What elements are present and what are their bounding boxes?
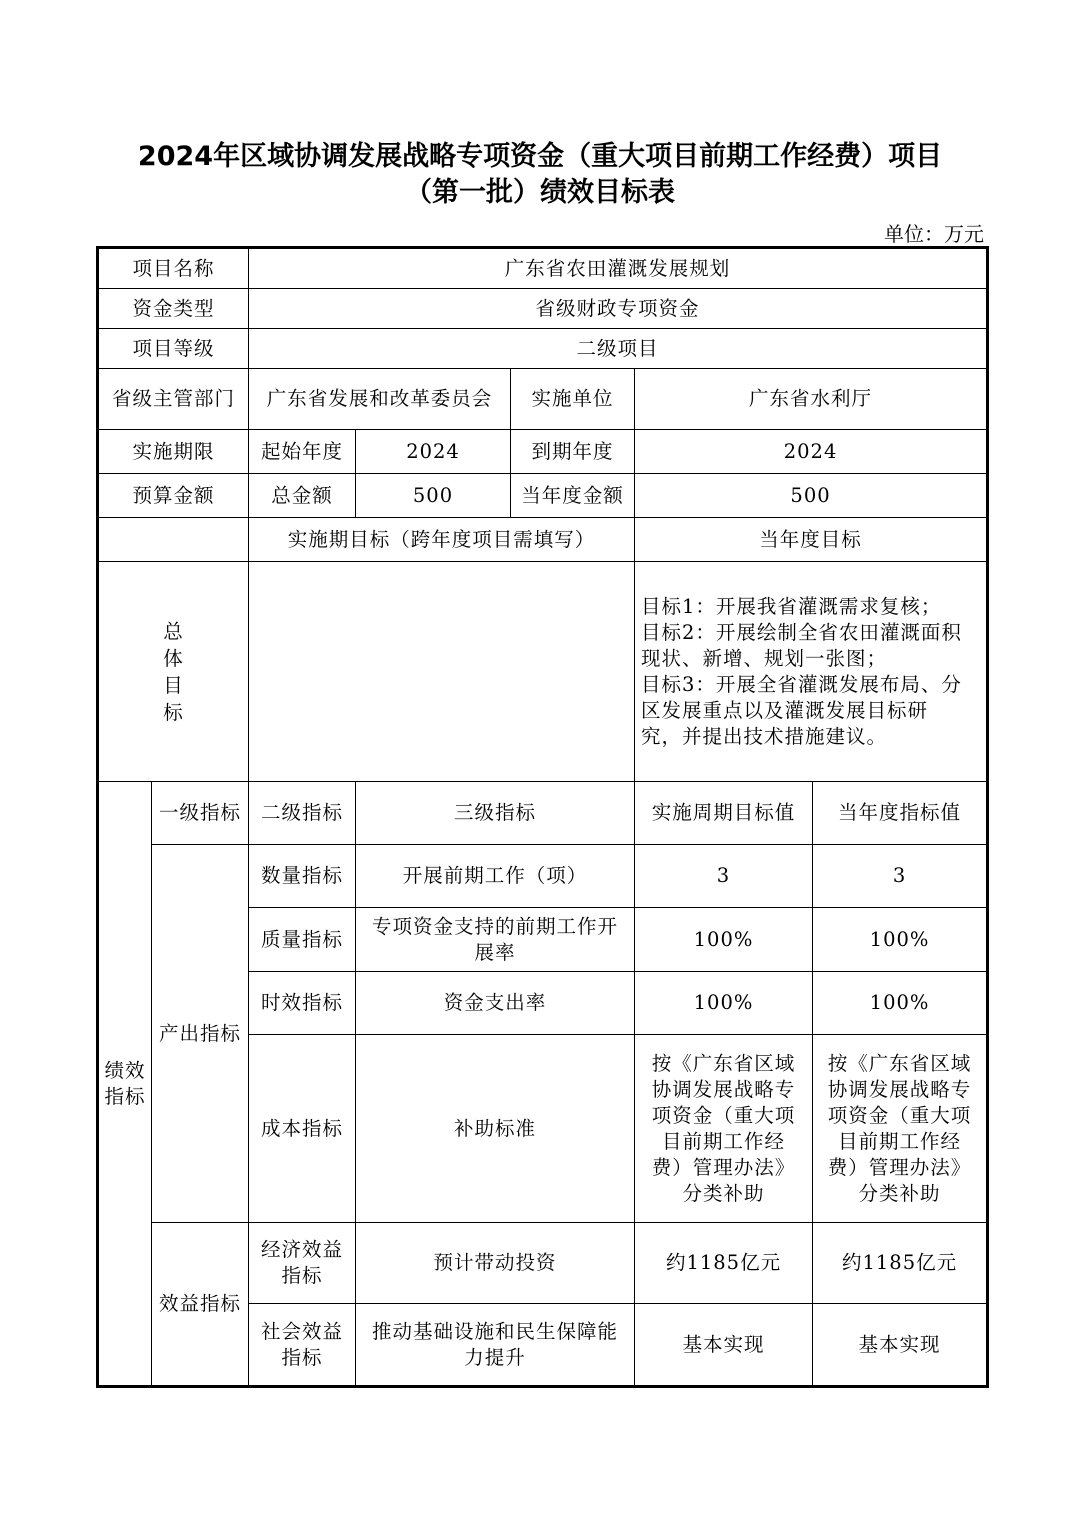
impl-unit-label: 实施单位 [511, 369, 635, 430]
dept-value: 广东省发展和改革委员会 [249, 369, 511, 430]
level2-line: 指标 [281, 1264, 323, 1287]
level2-cell [249, 972, 356, 1035]
total-amount-label: 总金额 [249, 474, 356, 518]
title-line-1: 2024年区域协调发展战略专项资金（重大项目前期工作经费）项目 [137, 141, 943, 172]
year-value-cell [813, 1223, 988, 1304]
period-value-line: 基本实现 [682, 1332, 765, 1356]
year-value-line: 100% [869, 927, 930, 951]
level3-line: 资金支出率 [443, 991, 547, 1014]
level2-line: 数量指标 [261, 864, 344, 887]
period-value-cell [635, 1304, 813, 1387]
year-goal-line: 目标1：开展我省灌溉需求复核； [641, 594, 942, 618]
fund-type-label: 资金类型 [98, 289, 249, 329]
period-value-line: 协调发展战略专 [651, 1077, 796, 1101]
year-value-line: 按《广东省区域 [827, 1051, 972, 1075]
current-amount-value: 500 [635, 474, 988, 518]
start-year-label: 起始年度 [249, 430, 356, 474]
start-year-value: 2024 [356, 430, 511, 474]
impl-unit-value: 广东省水利厅 [635, 369, 988, 430]
period-value-line: 项资金（重大项 [651, 1103, 796, 1127]
year-goal-text [635, 562, 988, 782]
level2-line: 指标 [281, 1345, 323, 1369]
goal-header-blank [98, 518, 249, 562]
level3-cell [356, 972, 635, 1035]
period-value-cell [635, 972, 813, 1035]
year-goal-line: 目标3：开展全省灌溉发展布局、分 [641, 672, 962, 696]
performance-indicator-label-line: 指标 [104, 1084, 146, 1108]
level3-line: 推动基础设施和民生保障能 [372, 1319, 619, 1343]
level2-cell [249, 1223, 356, 1304]
current-amount-label: 当年度金额 [511, 474, 635, 518]
unit-label: 单位：万元 [884, 222, 984, 246]
year-value-line: 目前期工作经 [838, 1129, 962, 1153]
period-value-cell [635, 845, 813, 908]
year-value-line: 100% [869, 991, 930, 1014]
overall-goal-label [98, 562, 249, 782]
period-value-cell [635, 1223, 813, 1304]
output-indicator-label: 产出指标 [152, 845, 249, 1223]
period-value-line: 目前期工作经 [662, 1129, 786, 1153]
period-value-line: 分类补助 [682, 1181, 765, 1205]
level2-cell [249, 908, 356, 972]
header-level3: 三级指标 [356, 782, 635, 845]
level2-cell [249, 845, 356, 908]
dept-label: 省级主管部门 [98, 369, 249, 430]
year-value-line: 项资金（重大项 [827, 1103, 972, 1127]
level3-line: 补助标准 [454, 1116, 537, 1140]
level3-cell [356, 845, 635, 908]
performance-indicator-label-line: 绩效 [104, 1058, 146, 1082]
year-goal-line: 究，并提出技术措施建议。 [641, 724, 888, 748]
year-value-cell [813, 845, 988, 908]
period-value-cell [635, 908, 813, 972]
level3-line: 专项资金支持的前期工作开 [372, 914, 619, 938]
year-goal-line: 区发展重点以及灌溉发展目标研 [641, 698, 929, 722]
end-year-value: 2024 [635, 430, 988, 474]
year-goal-line: 目标2：开展绘制全省农田灌溉面积 [641, 620, 962, 644]
level2-line: 时效指标 [261, 991, 344, 1014]
period-value-line: 100% [693, 927, 754, 951]
total-amount-value: 500 [356, 474, 511, 518]
year-value-line: 费）管理办法》 [827, 1155, 972, 1179]
benefit-indicator-label: 效益指标 [152, 1223, 249, 1387]
year-value-line: 约1185亿元 [841, 1251, 958, 1274]
overall-goal-char: 目 [163, 673, 184, 697]
year-goal-header: 当年度目标 [635, 518, 988, 562]
level3-cell [356, 1304, 635, 1387]
project-name-value: 广东省农田灌溉发展规划 [249, 248, 988, 289]
level3-line: 预计带动投资 [433, 1251, 557, 1274]
header-level2: 二级指标 [249, 782, 356, 845]
budget-label: 预算金额 [98, 474, 249, 518]
level2-cell [249, 1035, 356, 1223]
level3-cell [356, 1035, 635, 1223]
impl-goal-header: 实施期目标（跨年度项目需填写） [249, 518, 635, 562]
level2-line: 社会效益 [261, 1319, 344, 1343]
end-year-label: 到期年度 [511, 430, 635, 474]
year-value-cell [813, 1035, 988, 1223]
overall-goal-char: 总 [163, 619, 184, 643]
performance-indicator-label [98, 782, 152, 1387]
project-name-label: 项目名称 [98, 248, 249, 289]
fund-type-value: 省级财政专项资金 [249, 289, 988, 329]
level3-line: 力提升 [464, 1345, 526, 1369]
level3-cell [356, 908, 635, 972]
year-goal-line: 现状、新增、规划一张图； [641, 646, 888, 670]
level2-line: 质量指标 [261, 927, 344, 951]
performance-goal-table [96, 246, 989, 1388]
period-value-line: 费）管理办法》 [651, 1155, 796, 1179]
period-value-cell [635, 1035, 813, 1223]
header-period-value: 实施周期目标值 [635, 782, 813, 845]
overall-goal-char: 体 [163, 646, 184, 670]
year-value-line: 基本实现 [858, 1332, 941, 1356]
project-level-value: 二级项目 [249, 329, 988, 369]
level3-line: 开展前期工作（项） [402, 864, 588, 887]
level2-line: 成本指标 [261, 1116, 344, 1140]
period-label: 实施期限 [98, 430, 249, 474]
header-level1: 一级指标 [152, 782, 249, 845]
overall-goal-char: 标 [163, 700, 184, 724]
header-year-value: 当年度指标值 [813, 782, 988, 845]
project-level-label: 项目等级 [98, 329, 249, 369]
year-value-cell [813, 908, 988, 972]
level3-cell [356, 1223, 635, 1304]
year-value-line: 分类补助 [858, 1181, 941, 1205]
period-value-line: 100% [693, 991, 754, 1014]
year-value-line: 3 [892, 864, 907, 887]
impl-goal-text [249, 562, 635, 782]
level3-line: 展率 [474, 940, 516, 964]
level2-line: 经济效益 [261, 1238, 344, 1261]
year-value-cell [813, 1304, 988, 1387]
period-value-line: 约1185亿元 [665, 1251, 782, 1274]
title-line-2: （第一批）绩效目标表 [405, 177, 675, 208]
year-value-line: 协调发展战略专 [827, 1077, 972, 1101]
period-value-line: 按《广东省区域 [651, 1051, 796, 1075]
year-value-cell [813, 972, 988, 1035]
period-value-line: 3 [716, 864, 731, 887]
level2-cell [249, 1304, 356, 1387]
